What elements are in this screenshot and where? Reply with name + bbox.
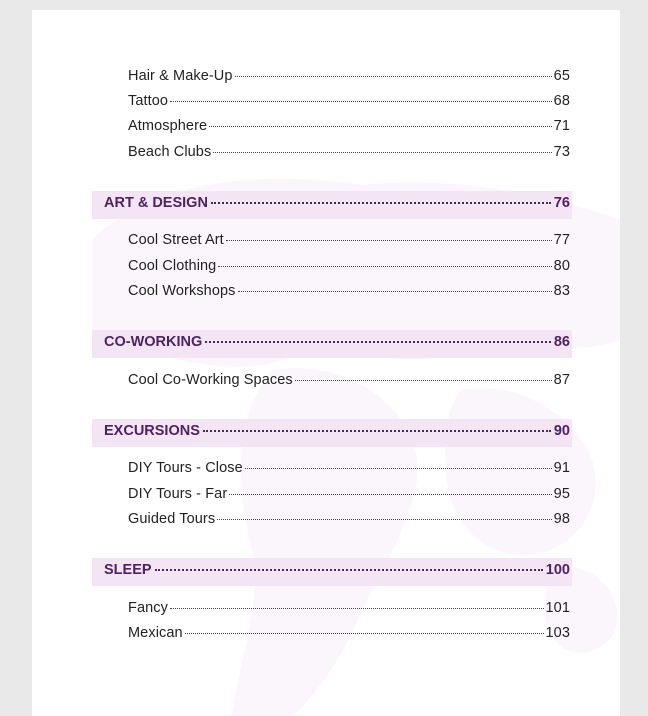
dot-leader bbox=[185, 633, 544, 634]
toc-entry-label: Tattoo bbox=[128, 93, 169, 109]
toc-entry-page: 73 bbox=[553, 144, 570, 160]
toc-section-page: 86 bbox=[553, 334, 570, 350]
toc-entry-cool-clothing[interactable] bbox=[128, 258, 570, 278]
dot-leader bbox=[211, 202, 551, 204]
toc-entry-page: 101 bbox=[545, 600, 570, 616]
toc-entry-label: DIY Tours - Far bbox=[128, 486, 228, 502]
toc-section-sleep[interactable] bbox=[92, 558, 572, 586]
dot-leader bbox=[226, 240, 552, 241]
toc-entry-page: 95 bbox=[553, 486, 570, 502]
toc-entry-page: 98 bbox=[553, 511, 570, 527]
toc-entry-atmosphere[interactable] bbox=[128, 118, 570, 138]
toc-entry-label: Cool Co-Working Spaces bbox=[128, 372, 293, 388]
toc-section-page: 100 bbox=[545, 562, 570, 578]
dot-leader bbox=[235, 76, 552, 77]
toc-section-co-working[interactable] bbox=[92, 330, 572, 358]
toc-entry-page: 83 bbox=[553, 283, 570, 299]
dot-leader bbox=[170, 101, 552, 102]
toc-entry-page: 68 bbox=[553, 93, 570, 109]
toc-section-page: 76 bbox=[553, 195, 570, 211]
dot-leader bbox=[217, 519, 551, 520]
toc-entry-diy-tours-far[interactable] bbox=[128, 486, 570, 506]
toc-entry-fancy[interactable] bbox=[128, 600, 570, 620]
toc-entry-label: Cool Street Art bbox=[128, 232, 224, 248]
dot-leader bbox=[203, 430, 551, 432]
toc-section-excursions[interactable] bbox=[92, 419, 572, 447]
toc-section-title: ART & DESIGN bbox=[104, 195, 208, 211]
toc-entry-cool-workshops[interactable] bbox=[128, 283, 570, 303]
dot-leader bbox=[218, 266, 551, 267]
toc-entry-cool-co-working-spaces[interactable] bbox=[128, 372, 570, 392]
toc-entry-beach-clubs[interactable] bbox=[128, 144, 570, 164]
toc-entry-label: Beach Clubs bbox=[128, 144, 212, 160]
toc-entry-hair-make-up[interactable] bbox=[128, 68, 570, 88]
toc-entry-page: 71 bbox=[553, 118, 570, 134]
dot-leader bbox=[209, 126, 551, 127]
dot-leader bbox=[213, 152, 551, 153]
toc-entry-mexican[interactable] bbox=[128, 625, 570, 645]
toc-entry-label: Atmosphere bbox=[128, 118, 208, 134]
toc-entry-label: Mexican bbox=[128, 625, 183, 641]
toc-entry-page: 65 bbox=[553, 68, 570, 84]
table-of-contents bbox=[32, 10, 620, 716]
toc-entry-tattoo[interactable] bbox=[128, 93, 570, 113]
toc-section-title: CO-WORKING bbox=[104, 334, 203, 350]
dot-leader bbox=[170, 608, 544, 609]
toc-entry-page: 77 bbox=[553, 232, 570, 248]
dot-leader bbox=[229, 494, 551, 495]
toc-entry-label: Fancy bbox=[128, 600, 168, 616]
toc-entry-cool-street-art[interactable] bbox=[128, 232, 570, 252]
toc-section-page: 90 bbox=[553, 423, 570, 439]
dot-leader bbox=[245, 468, 552, 469]
dot-leader bbox=[205, 341, 551, 343]
toc-entry-page: 91 bbox=[553, 460, 570, 476]
toc-entry-label: Cool Workshops bbox=[128, 283, 236, 299]
toc-entry-diy-tours-close[interactable] bbox=[128, 460, 570, 480]
toc-entry-page: 103 bbox=[545, 625, 570, 641]
toc-section-art-design[interactable] bbox=[92, 191, 572, 219]
toc-entry-page: 87 bbox=[553, 372, 570, 388]
dot-leader bbox=[238, 291, 552, 292]
toc-entry-label: Guided Tours bbox=[128, 511, 216, 527]
toc-entry-label: Hair & Make-Up bbox=[128, 68, 233, 84]
toc-entry-label: Cool Clothing bbox=[128, 258, 217, 274]
toc-section-title: EXCURSIONS bbox=[104, 423, 200, 439]
dot-leader bbox=[295, 380, 552, 381]
dot-leader bbox=[155, 569, 543, 571]
toc-entry-guided-tours[interactable] bbox=[128, 511, 570, 531]
toc-section-title: SLEEP bbox=[104, 562, 152, 578]
document-page bbox=[32, 10, 620, 716]
toc-entry-page: 80 bbox=[553, 258, 570, 274]
toc-entry-label: DIY Tours - Close bbox=[128, 460, 243, 476]
